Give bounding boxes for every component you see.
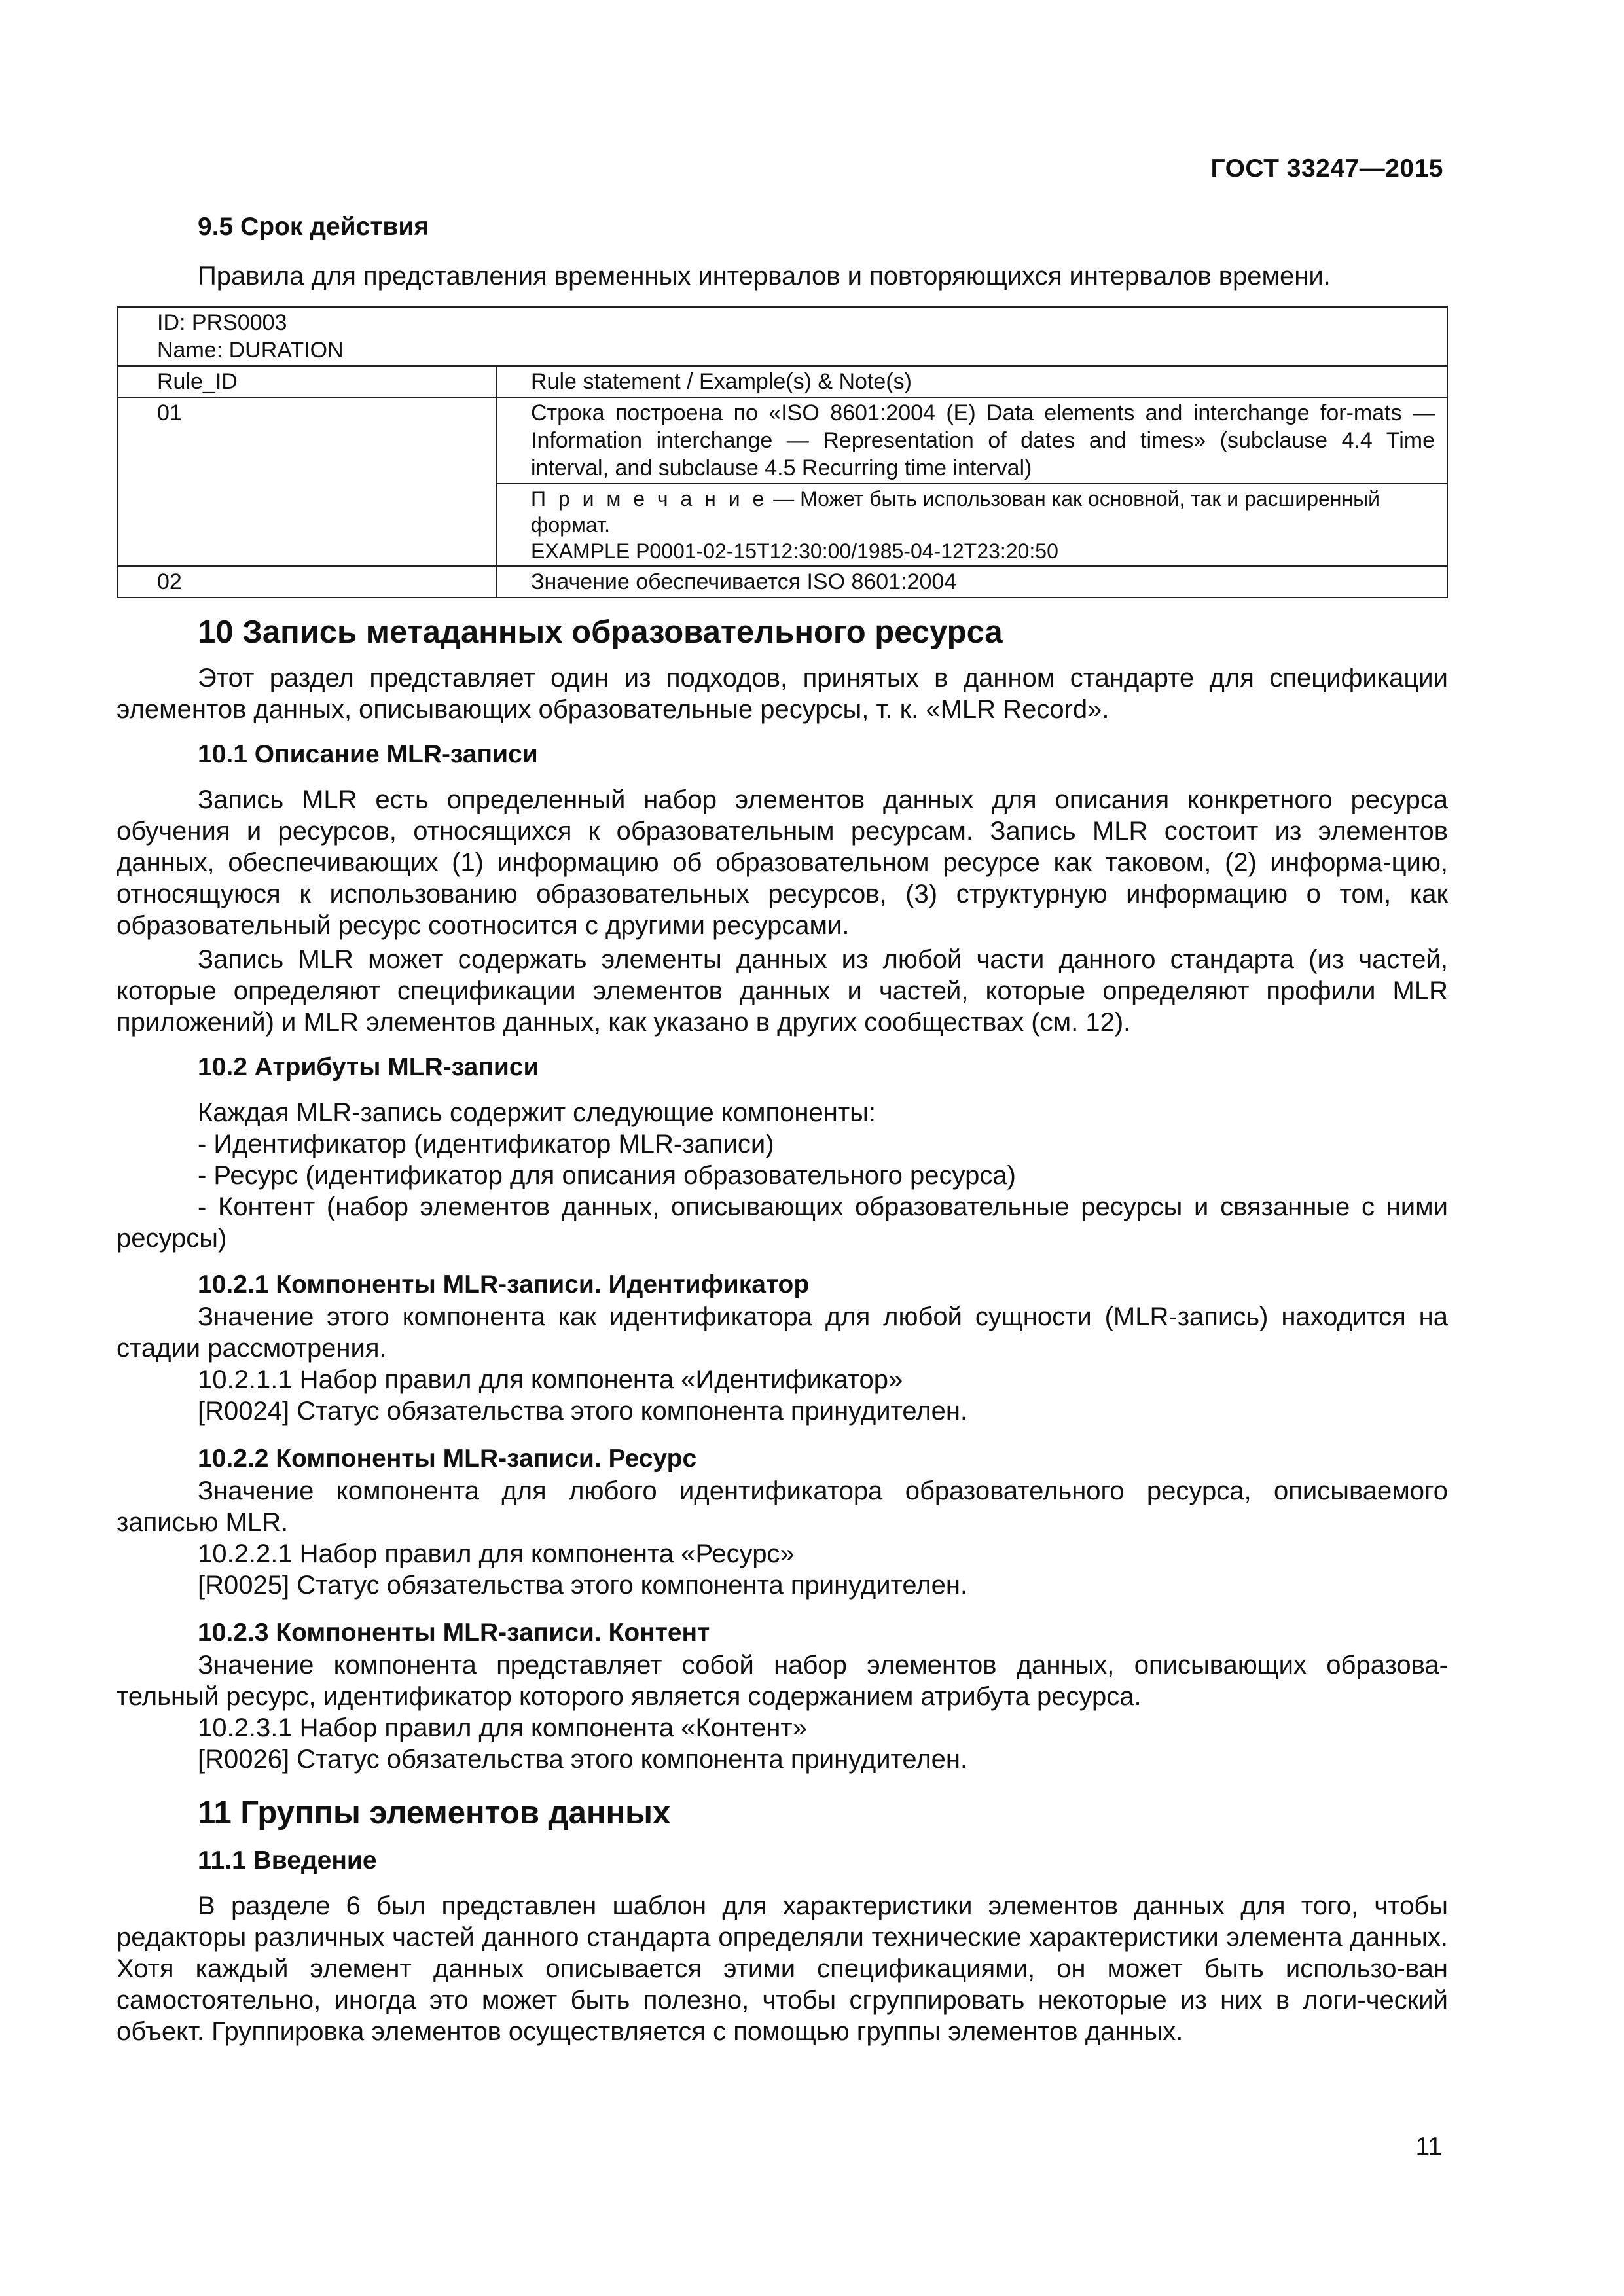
paragraph-10-2-intro: Каждая MLR-запись содержит следующие компоненты:	[198, 1098, 876, 1127]
rule-r0024: [R0024] Статус обязательства этого компонента принудителен.	[198, 1397, 968, 1426]
heading-10-1: 10.1 Описание MLR-записи	[198, 740, 538, 768]
table-id-line: ID: PRS0003	[157, 310, 287, 335]
rule-statement-cell: Строка построена по «ISO 8601:2004 (E) Data elements and interchange for-mats — Information interchange — Representation of dates and times» (subclause 4.4 Time interval, and subclause 4.5 Recurring time interval)	[496, 397, 1447, 484]
table-row-header-id	[117, 307, 1447, 366]
list-item: - Идентификатор (идентификатор MLR-записи)	[198, 1130, 774, 1158]
page-number: 11	[1415, 2132, 1442, 2161]
rule-set-10-2-1-1: 10.2.1.1 Набор правил для компонента «Идентификатор»	[198, 1365, 903, 1394]
note-text: — Может быть использован как основной, так и расширенный формат.	[531, 487, 1380, 537]
list-item: - Ресурс (идентификатор для описания образовательного ресурса)	[198, 1161, 1016, 1190]
heading-10-2-3: 10.2.3 Компоненты MLR-записи. Контент	[198, 1619, 710, 1647]
rule-id-cell: 02	[117, 566, 496, 598]
rule-note	[531, 486, 1435, 538]
list-item: - Контент (набор элементов данных, описывающих образовательные ресурсы и связанные с ними ресурсы)	[117, 1193, 1448, 1253]
document-code-header: ГОСТ 33247—2015	[1210, 154, 1443, 183]
rule-example: EXAMPLE P0001-02-15T12:30:00/1985-04-12T23:20:50	[531, 539, 1058, 563]
note-label: П р и м е ч а н и е	[531, 487, 768, 511]
column-header-statement: Rule statement / Example(s) & Note(s)	[496, 366, 1447, 397]
rule-statement-cell: Значение обеспечивается ISO 8601:2004	[496, 566, 1447, 598]
page-content	[117, 211, 1448, 2047]
rules-table-prs0003	[117, 306, 1448, 598]
rule-r0025: [R0025] Статус обязательства этого компонента принудителен.	[198, 1571, 968, 1600]
rule-set-10-2-2-1: 10.2.2.1 Набор правил для компонента «Ресурс»	[198, 1539, 795, 1568]
paragraph-10-1-a: Запись MLR есть определенный набор элементов данных для описания конкретного ресурса обучения и ресурсов, относящихся к образовательным ресурсам. Запись MLR состоит из элементов данных, обеспечивающих (1) информацию об образовательном ресурсе как таковом, (2) информа-цию, относящуюся к использованию образовательных ресурсов, (3) структурную информацию о том, как образовательный ресурс соотносится с другими ресурсами.	[117, 785, 1448, 940]
rule-id-cell: 01	[117, 397, 496, 566]
table-row-columns	[117, 366, 1447, 397]
heading-11: 11 Группы элементов данных	[198, 1795, 671, 1831]
heading-10: 10 Запись метаданных образовательного ресурса	[198, 615, 1003, 650]
table-id-cell	[117, 307, 1447, 366]
heading-10-2: 10.2 Атрибуты MLR-записи	[198, 1053, 539, 1081]
paragraph-10-1-b: Запись MLR может содержать элементы данных из любой части данного стандарта (из частей, которые определяют спецификации элементов данных и частей, которые определяют профили MLR приложений) и MLR элементов данных, как указано в других сообществах (см. 12).	[117, 945, 1448, 1037]
column-header-rule-id: Rule_ID	[117, 366, 496, 397]
heading-10-2-1: 10.2.1 Компоненты MLR-записи. Идентификатор	[198, 1270, 810, 1299]
rule-r0026: [R0026] Статус обязательства этого компонента принудителен.	[198, 1745, 968, 1774]
rule-note-cell	[496, 484, 1447, 566]
paragraph-11-1: В разделе 6 был представлен шаблон для характеристики элементов данных для того, чтобы редакторы различных частей данного стандарта определяли технические характеристики элемента данных. Хотя каждый элемент данных описывается этими спецификациями, он может быть использо-ван самостоятельно, иногда это может быть полезно, чтобы сгруппировать некоторые из них в логи-ческий объект. Группировка элементов осуществляется с помощью группы элементов данных.	[117, 1892, 1448, 2046]
table-row	[117, 397, 1447, 484]
table-name-line: Name: DURATION	[157, 338, 344, 363]
paragraph-10-2-3: Значение компонента представляет собой набор элементов данных, описывающих образова-тельный ресурс, идентификатор которого является содержанием атрибута ресурса.	[117, 1651, 1448, 1711]
table-row	[117, 566, 1447, 598]
heading-9-5: 9.5 Срок действия	[198, 213, 429, 241]
paragraph-10-intro: Этот раздел представляет один из подходов, принятых в данном стандарте для спецификации элементов данных, описывающих образовательные ресурсы, т. к. «MLR Record».	[117, 664, 1448, 724]
paragraph-10-2-2: Значение компонента для любого идентификатора образовательного ресурса, описываемого записью MLR.	[117, 1477, 1448, 1537]
heading-10-2-2: 10.2.2 Компоненты MLR-записи. Ресурс	[198, 1444, 697, 1473]
paragraph-10-2-1: Значение этого компонента как идентификатора для любой сущности (MLR-запись) находится на стадии рассмотрения.	[117, 1302, 1448, 1363]
paragraph-9-5-intro: Правила для представления временных интервалов и повторяющихся интервалов времени.	[198, 262, 1331, 291]
heading-11-1: 11.1 Введение	[198, 1846, 377, 1874]
rule-set-10-2-3-1: 10.2.3.1 Набор правил для компонента «Контент»	[198, 1713, 807, 1742]
